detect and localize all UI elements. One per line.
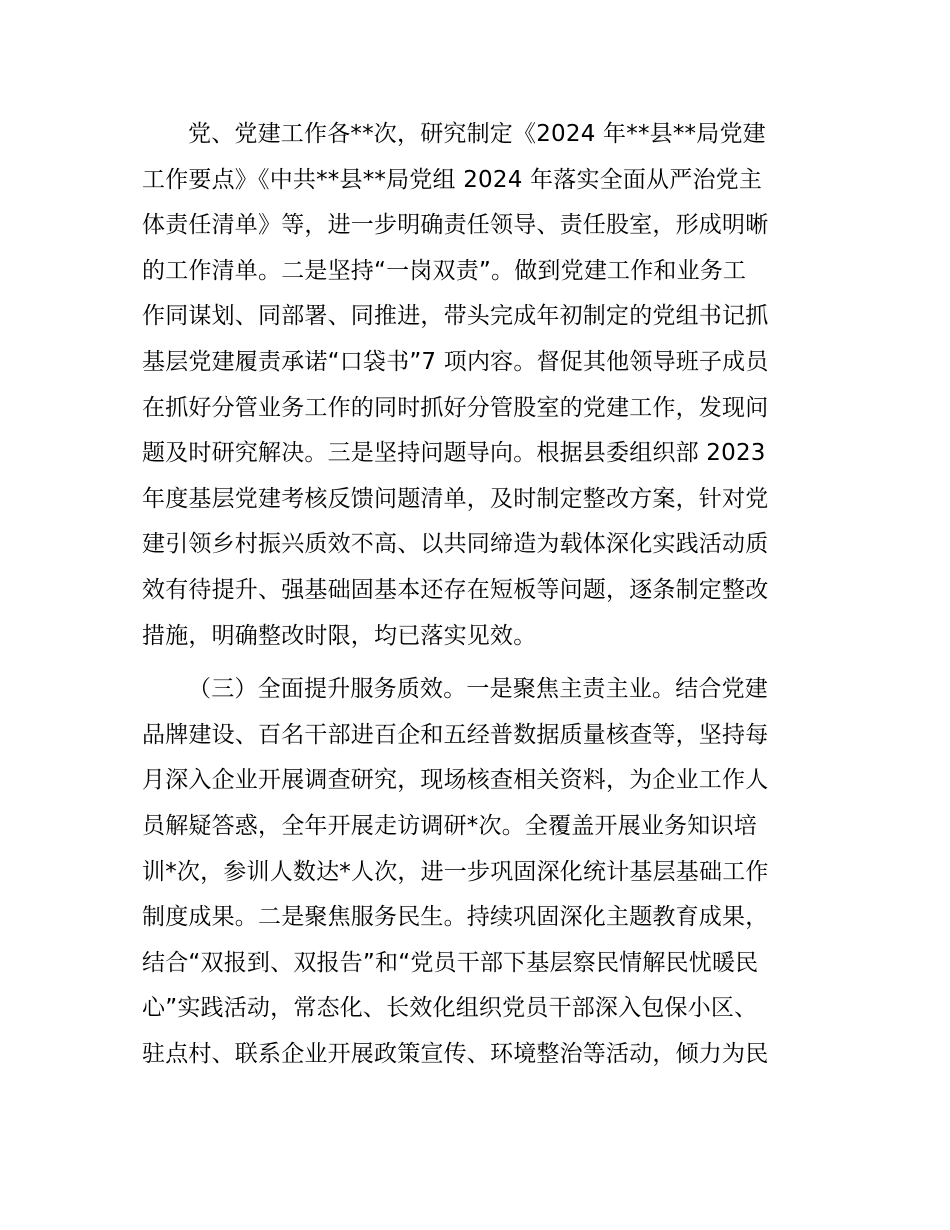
text-line: 党、党建工作各**次，研究制定《2024 年**县**局党建	[188, 121, 766, 147]
text-line: 基层党建履责承诺“口袋书”7 项内容。督促其他领导班子成员	[142, 348, 769, 375]
text-line: 品牌建设、百名干部进百企和五经普数据质量核查等，坚持每	[142, 721, 769, 748]
text-line: 月深入企业开展调查研究，现场核查相关资料，为企业工作人	[142, 767, 769, 794]
text-line: 题及时研究解决。三是坚持问题导向。根据县委组织部 2023	[142, 440, 766, 467]
text-line: （三）全面提升服务质效。一是聚焦主责主业。结合党建	[188, 676, 768, 703]
text-line: 的工作清单。二是坚持“一岗双责”。做到党建工作和业务工	[142, 257, 747, 284]
text-line: 结合“双报到、双报告”和“党员干部下基层察民情解民忧暖民	[142, 949, 759, 976]
text-line: 建引领乡村振兴质效不高、以共同缔造为载体深化实践活动质	[142, 531, 769, 558]
text-line: 体责任清单》等，进一步明确责任领导、责任股室，形成明晰	[142, 212, 769, 239]
text-line: 在抓好分管业务工作的同时抓好分管股室的党建工作，发现问	[142, 394, 769, 421]
text-line: 制度成果。二是聚焦服务民生。持续巩固深化主题教育成果，	[142, 904, 769, 931]
text-line: 效有待提升、强基础固基本还存在短板等问题，逐条制定整改	[142, 576, 769, 603]
text-line: 工作要点》《中共**县**局党组 2024 年落实全面从严治党主	[142, 166, 763, 193]
text-line: 心”实践活动，常态化、长效化组织党员干部深入包保小区、	[142, 995, 758, 1022]
paragraph-2	[142, 667, 814, 1077]
text-line: 作同谋划、同部署、同推进，带头完成年初制定的党组书记抓	[142, 303, 769, 330]
text-line: 年度基层党建考核反馈问题清单，及时制定整改方案，针对党	[142, 485, 769, 512]
text-line: 员解疑答惑，全年开展走访调研*次。全覆盖开展业务知识培	[142, 812, 757, 839]
text-line: 措施，明确整改时限，均已落实见效。	[142, 622, 537, 649]
paragraph-1	[142, 112, 814, 659]
text-line: 驻点村、联系企业开展政策宣传、环境整治等活动，倾力为民	[142, 1040, 769, 1067]
document-body	[142, 112, 814, 1077]
text-line: 训*次，参训人数达*人次，进一步巩固深化统计基层基础工作	[142, 858, 769, 885]
